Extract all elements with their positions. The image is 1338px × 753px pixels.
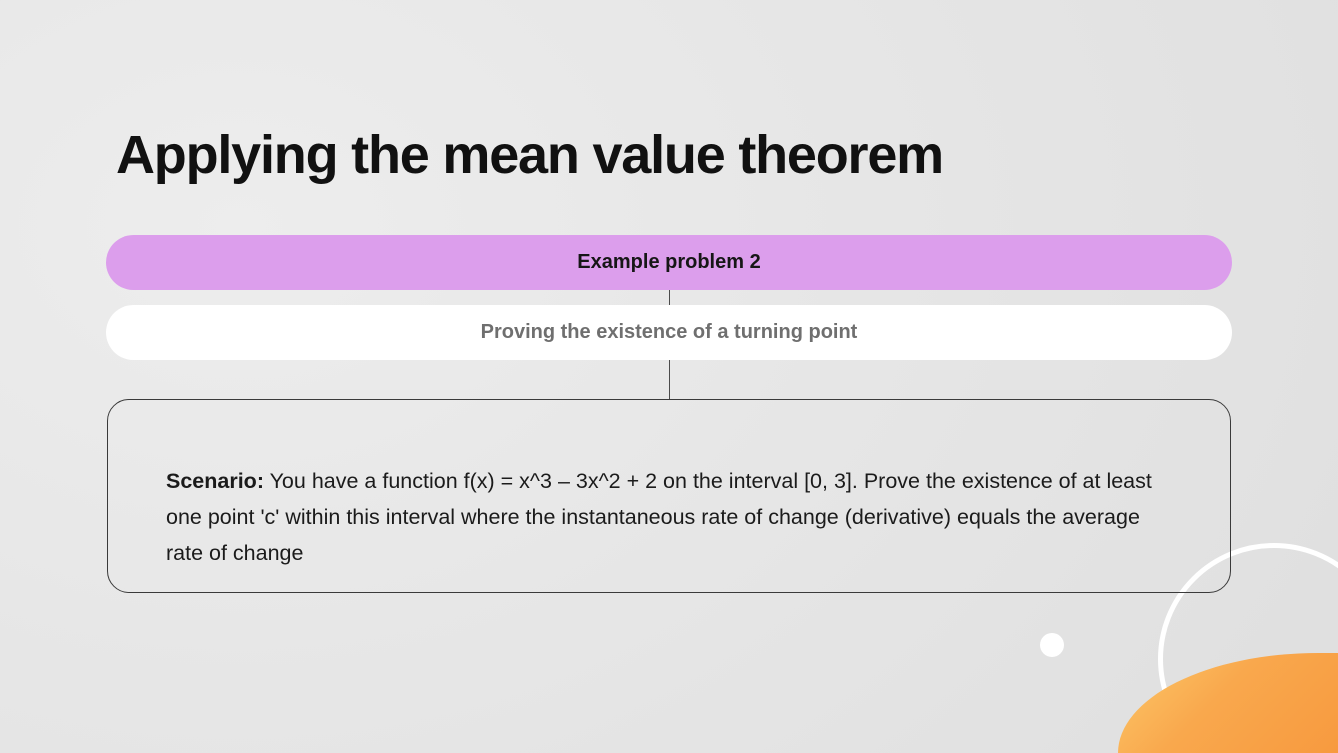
white-dot-icon [1040, 633, 1064, 657]
example-problem-label: Example problem 2 [577, 251, 761, 273]
connector-line-bottom [669, 356, 670, 400]
subtitle-label: Proving the existence of a turning point [480, 321, 858, 343]
orange-corner-blob-icon [1118, 653, 1338, 753]
scenario-text [166, 463, 1171, 571]
scenario-body: You have a function f(x) = x^3 – 3x^2 + 2 on the interval [0, 3]. Prove the existence of at least one point 'c' within this interval where the instantaneous rate of change (derivative) equals the average rate of change [166, 468, 1152, 565]
page-title: Applying the mean value theorem [116, 125, 943, 186]
scenario-box [107, 399, 1231, 593]
example-problem-banner [106, 235, 1232, 290]
subtitle-banner [106, 305, 1232, 360]
scenario-lead: Scenario: [166, 468, 264, 493]
